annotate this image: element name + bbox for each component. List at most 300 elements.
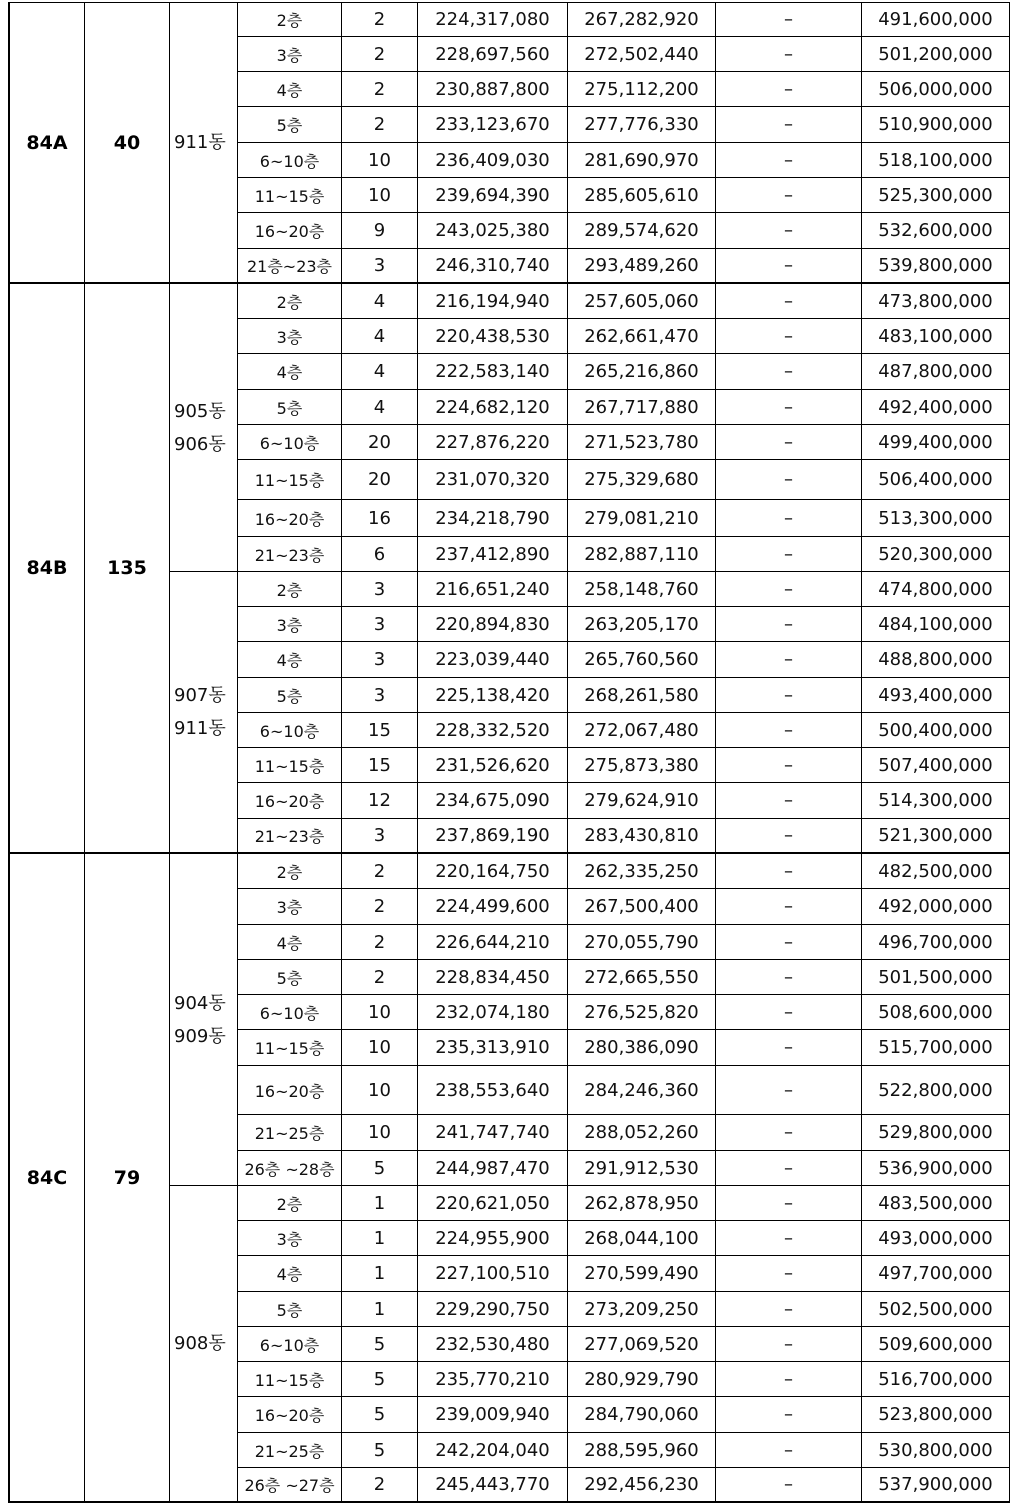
land-price-cell: 228,697,560 bbox=[418, 37, 568, 72]
table-row bbox=[238, 425, 1010, 460]
land-price-cell: 224,682,120 bbox=[418, 390, 568, 425]
household-count-cell: 5 bbox=[342, 1433, 418, 1468]
table-row bbox=[238, 1327, 1010, 1362]
household-count-cell: 1 bbox=[342, 1292, 418, 1327]
vat-cell: – bbox=[716, 889, 862, 925]
land-price-cell: 230,887,800 bbox=[418, 72, 568, 107]
vat-cell: – bbox=[716, 783, 862, 819]
building-price-cell: 288,595,960 bbox=[568, 1433, 716, 1468]
building-price-cell: 292,456,230 bbox=[568, 1468, 716, 1503]
dong-label: 904동 bbox=[174, 992, 226, 1014]
household-count-cell: 2 bbox=[342, 960, 418, 995]
total-price-cell: 510,900,000 bbox=[862, 107, 1010, 143]
vat-cell: – bbox=[716, 1468, 862, 1503]
vat-cell: – bbox=[716, 425, 862, 460]
table-row bbox=[238, 354, 1010, 390]
floor-cell: 11~15층 bbox=[238, 178, 342, 213]
floor-cell: 3층 bbox=[238, 1221, 342, 1256]
building-price-cell: 267,717,880 bbox=[568, 390, 716, 425]
table-row bbox=[238, 1066, 1010, 1115]
total-price-cell: 474,800,000 bbox=[862, 572, 1010, 607]
floor-cell: 16~20층 bbox=[238, 1397, 342, 1433]
land-price-cell: 220,894,830 bbox=[418, 607, 568, 642]
household-count-cell: 2 bbox=[342, 2, 418, 37]
table-row bbox=[238, 213, 1010, 249]
land-price-cell: 231,526,620 bbox=[418, 748, 568, 783]
vat-cell: – bbox=[716, 572, 862, 607]
total-price-cell: 483,500,000 bbox=[862, 1186, 1010, 1221]
unit-total-cell: 79 bbox=[85, 854, 170, 1503]
floor-cell: 6~10층 bbox=[238, 1327, 342, 1362]
total-price-cell: 501,500,000 bbox=[862, 960, 1010, 995]
vat-cell: – bbox=[716, 748, 862, 783]
land-price-cell: 233,123,670 bbox=[418, 107, 568, 143]
household-count-cell: 3 bbox=[342, 607, 418, 642]
land-price-cell: 227,100,510 bbox=[418, 1256, 568, 1292]
building-price-cell: 275,873,380 bbox=[568, 748, 716, 783]
household-count-cell: 12 bbox=[342, 783, 418, 819]
land-price-cell: 235,313,910 bbox=[418, 1030, 568, 1066]
vat-cell: – bbox=[716, 107, 862, 143]
vat-cell: – bbox=[716, 178, 862, 213]
floor-cell: 6~10층 bbox=[238, 143, 342, 178]
vat-cell: – bbox=[716, 1221, 862, 1256]
vat-cell: – bbox=[716, 37, 862, 72]
floor-cell: 16~20층 bbox=[238, 500, 342, 537]
floor-cell: 2층 bbox=[238, 284, 342, 319]
floor-cell: 4층 bbox=[238, 642, 342, 678]
land-price-cell: 234,218,790 bbox=[418, 500, 568, 537]
building-price-cell: 281,690,970 bbox=[568, 143, 716, 178]
vat-cell: – bbox=[716, 1115, 862, 1151]
floor-cell: 21~25층 bbox=[238, 1433, 342, 1468]
unit-type-cell: 84B bbox=[8, 284, 85, 854]
household-count-cell: 3 bbox=[342, 819, 418, 854]
land-price-cell: 235,770,210 bbox=[418, 1362, 568, 1397]
total-price-cell: 529,800,000 bbox=[862, 1115, 1010, 1151]
total-price-cell: 493,400,000 bbox=[862, 678, 1010, 713]
household-count-cell: 15 bbox=[342, 748, 418, 783]
total-price-cell: 501,200,000 bbox=[862, 37, 1010, 72]
building-price-cell: 280,386,090 bbox=[568, 1030, 716, 1066]
total-price-cell: 537,900,000 bbox=[862, 1468, 1010, 1503]
building-price-cell: 284,790,060 bbox=[568, 1397, 716, 1433]
building-price-cell: 272,502,440 bbox=[568, 37, 716, 72]
total-price-cell: 500,400,000 bbox=[862, 713, 1010, 748]
total-price-cell: 483,100,000 bbox=[862, 319, 1010, 354]
dong-label: 906동 bbox=[174, 433, 226, 455]
total-price-cell: 488,800,000 bbox=[862, 642, 1010, 678]
table-row bbox=[238, 1256, 1010, 1292]
building-price-cell: 262,661,470 bbox=[568, 319, 716, 354]
building-price-cell: 270,055,790 bbox=[568, 925, 716, 960]
table-row bbox=[238, 1292, 1010, 1327]
table-row bbox=[238, 249, 1010, 284]
household-count-cell: 2 bbox=[342, 925, 418, 960]
land-price-cell: 237,869,190 bbox=[418, 819, 568, 854]
dong-label: 909동 bbox=[174, 1025, 226, 1047]
building-price-cell: 270,599,490 bbox=[568, 1256, 716, 1292]
vat-cell: – bbox=[716, 925, 862, 960]
household-count-cell: 16 bbox=[342, 500, 418, 537]
household-count-cell: 2 bbox=[342, 72, 418, 107]
table-row bbox=[238, 500, 1010, 537]
table-row bbox=[238, 2, 1010, 37]
table-row bbox=[238, 1433, 1010, 1468]
table-row bbox=[238, 642, 1010, 678]
building-price-cell: 268,261,580 bbox=[568, 678, 716, 713]
land-price-cell: 224,955,900 bbox=[418, 1221, 568, 1256]
table-row bbox=[238, 889, 1010, 925]
table-row bbox=[238, 178, 1010, 213]
household-count-cell: 15 bbox=[342, 713, 418, 748]
land-price-cell: 222,583,140 bbox=[418, 354, 568, 390]
table-row bbox=[238, 960, 1010, 995]
land-price-cell: 243,025,380 bbox=[418, 213, 568, 249]
household-count-cell: 3 bbox=[342, 572, 418, 607]
land-price-cell: 220,621,050 bbox=[418, 1186, 568, 1221]
building-price-cell: 258,148,760 bbox=[568, 572, 716, 607]
vat-cell: – bbox=[716, 1397, 862, 1433]
floor-cell: 3층 bbox=[238, 607, 342, 642]
floor-cell: 2층 bbox=[238, 1186, 342, 1221]
building-price-cell: 277,069,520 bbox=[568, 1327, 716, 1362]
household-count-cell: 5 bbox=[342, 1362, 418, 1397]
building-price-cell: 262,335,250 bbox=[568, 854, 716, 889]
floor-cell: 16~20층 bbox=[238, 783, 342, 819]
vat-cell: – bbox=[716, 1256, 862, 1292]
building-price-cell: 277,776,330 bbox=[568, 107, 716, 143]
table-row bbox=[238, 37, 1010, 72]
floor-cell: 5층 bbox=[238, 960, 342, 995]
land-price-cell: 232,074,180 bbox=[418, 995, 568, 1030]
table-row bbox=[238, 460, 1010, 500]
building-price-cell: 291,912,530 bbox=[568, 1151, 716, 1186]
household-count-cell: 2 bbox=[342, 889, 418, 925]
building-price-cell: 289,574,620 bbox=[568, 213, 716, 249]
land-price-cell: 241,747,740 bbox=[418, 1115, 568, 1151]
building-price-cell: 283,430,810 bbox=[568, 819, 716, 854]
total-price-cell: 499,400,000 bbox=[862, 425, 1010, 460]
building-price-cell: 279,081,210 bbox=[568, 500, 716, 537]
total-price-cell: 520,300,000 bbox=[862, 537, 1010, 572]
floor-cell: 16~20층 bbox=[238, 1066, 342, 1115]
building-price-cell: 268,044,100 bbox=[568, 1221, 716, 1256]
building-price-cell: 263,205,170 bbox=[568, 607, 716, 642]
total-price-cell: 507,400,000 bbox=[862, 748, 1010, 783]
table-row bbox=[238, 1362, 1010, 1397]
building-price-cell: 293,489,260 bbox=[568, 249, 716, 284]
total-price-cell: 518,100,000 bbox=[862, 143, 1010, 178]
vat-cell: – bbox=[716, 213, 862, 249]
total-price-cell: 496,700,000 bbox=[862, 925, 1010, 960]
household-count-cell: 3 bbox=[342, 249, 418, 284]
vat-cell: – bbox=[716, 1362, 862, 1397]
land-price-cell: 232,530,480 bbox=[418, 1327, 568, 1362]
household-count-cell: 10 bbox=[342, 143, 418, 178]
household-count-cell: 6 bbox=[342, 537, 418, 572]
table-row bbox=[238, 284, 1010, 319]
vat-cell: – bbox=[716, 713, 862, 748]
vat-cell: – bbox=[716, 354, 862, 390]
floor-cell: 3층 bbox=[238, 889, 342, 925]
dong-label: 907동 bbox=[174, 685, 226, 706]
total-price-cell: 506,400,000 bbox=[862, 460, 1010, 500]
floor-cell: 26층 ~27층 bbox=[238, 1468, 342, 1503]
land-price-cell: 228,834,450 bbox=[418, 960, 568, 995]
vat-cell: – bbox=[716, 678, 862, 713]
vat-cell: – bbox=[716, 854, 862, 889]
building-price-cell: 276,525,820 bbox=[568, 995, 716, 1030]
household-count-cell: 4 bbox=[342, 390, 418, 425]
unit-type-cell: 84C bbox=[8, 854, 85, 1503]
floor-cell: 6~10층 bbox=[238, 995, 342, 1030]
table-row bbox=[238, 607, 1010, 642]
building-price-cell: 273,209,250 bbox=[568, 1292, 716, 1327]
building-price-cell: 284,246,360 bbox=[568, 1066, 716, 1115]
total-price-cell: 536,900,000 bbox=[862, 1151, 1010, 1186]
household-count-cell: 4 bbox=[342, 319, 418, 354]
total-price-cell: 509,600,000 bbox=[862, 1327, 1010, 1362]
building-dong-cell bbox=[170, 284, 238, 572]
building-price-cell: 267,500,400 bbox=[568, 889, 716, 925]
floor-cell: 21~23층 bbox=[238, 537, 342, 572]
building-dong-cell bbox=[170, 572, 238, 854]
building-price-cell: 271,523,780 bbox=[568, 425, 716, 460]
table-row bbox=[238, 925, 1010, 960]
household-count-cell: 5 bbox=[342, 1397, 418, 1433]
table-row bbox=[238, 107, 1010, 143]
household-count-cell: 1 bbox=[342, 1256, 418, 1292]
vat-cell: – bbox=[716, 1327, 862, 1362]
household-count-cell: 10 bbox=[342, 1030, 418, 1066]
land-price-cell: 238,553,640 bbox=[418, 1066, 568, 1115]
total-price-cell: 530,800,000 bbox=[862, 1433, 1010, 1468]
vat-cell: – bbox=[716, 72, 862, 107]
vat-cell: – bbox=[716, 995, 862, 1030]
vat-cell: – bbox=[716, 1186, 862, 1221]
land-price-cell: 239,009,940 bbox=[418, 1397, 568, 1433]
building-price-cell: 262,878,950 bbox=[568, 1186, 716, 1221]
household-count-cell: 3 bbox=[342, 642, 418, 678]
table-row bbox=[238, 748, 1010, 783]
dong-label: 908동 bbox=[174, 1333, 226, 1354]
total-price-cell: 497,700,000 bbox=[862, 1256, 1010, 1292]
total-price-cell: 515,700,000 bbox=[862, 1030, 1010, 1066]
total-price-cell: 523,800,000 bbox=[862, 1397, 1010, 1433]
total-price-cell: 522,800,000 bbox=[862, 1066, 1010, 1115]
floor-cell: 11~15층 bbox=[238, 1030, 342, 1066]
table-row bbox=[238, 854, 1010, 889]
land-price-cell: 242,204,040 bbox=[418, 1433, 568, 1468]
total-price-cell: 502,500,000 bbox=[862, 1292, 1010, 1327]
household-count-cell: 10 bbox=[342, 1115, 418, 1151]
land-price-cell: 225,138,420 bbox=[418, 678, 568, 713]
floor-cell: 11~15층 bbox=[238, 460, 342, 500]
household-count-cell: 3 bbox=[342, 678, 418, 713]
land-price-cell: 216,194,940 bbox=[418, 284, 568, 319]
floor-cell: 4층 bbox=[238, 72, 342, 107]
table-row bbox=[238, 1186, 1010, 1221]
total-price-cell: 487,800,000 bbox=[862, 354, 1010, 390]
vat-cell: – bbox=[716, 1151, 862, 1186]
floor-cell: 4층 bbox=[238, 1256, 342, 1292]
total-price-cell: 525,300,000 bbox=[862, 178, 1010, 213]
total-price-cell: 492,400,000 bbox=[862, 390, 1010, 425]
vat-cell: – bbox=[716, 960, 862, 995]
building-price-cell: 275,112,200 bbox=[568, 72, 716, 107]
total-price-cell: 491,600,000 bbox=[862, 2, 1010, 37]
building-dong-cell bbox=[170, 854, 238, 1186]
household-count-cell: 2 bbox=[342, 854, 418, 889]
total-price-cell: 473,800,000 bbox=[862, 284, 1010, 319]
table-row bbox=[238, 1397, 1010, 1433]
vat-cell: – bbox=[716, 1030, 862, 1066]
household-count-cell: 10 bbox=[342, 1066, 418, 1115]
household-count-cell: 2 bbox=[342, 1468, 418, 1503]
unit-type-cell: 84A bbox=[8, 2, 85, 284]
household-count-cell: 5 bbox=[342, 1151, 418, 1186]
floor-cell: 4층 bbox=[238, 354, 342, 390]
total-price-cell: 532,600,000 bbox=[862, 213, 1010, 249]
building-price-cell: 257,605,060 bbox=[568, 284, 716, 319]
total-price-cell: 521,300,000 bbox=[862, 819, 1010, 854]
table-row bbox=[238, 537, 1010, 572]
vat-cell: – bbox=[716, 390, 862, 425]
household-count-cell: 2 bbox=[342, 37, 418, 72]
dong-label: 911동 bbox=[174, 132, 226, 153]
total-price-cell: 513,300,000 bbox=[862, 500, 1010, 537]
floor-cell: 3층 bbox=[238, 37, 342, 72]
household-count-cell: 20 bbox=[342, 460, 418, 500]
table-row bbox=[238, 783, 1010, 819]
land-price-cell: 229,290,750 bbox=[418, 1292, 568, 1327]
building-price-cell: 275,329,680 bbox=[568, 460, 716, 500]
building-price-cell: 272,067,480 bbox=[568, 713, 716, 748]
total-price-cell: 493,000,000 bbox=[862, 1221, 1010, 1256]
floor-cell: 5층 bbox=[238, 1292, 342, 1327]
building-price-cell: 267,282,920 bbox=[568, 2, 716, 37]
land-price-cell: 224,499,600 bbox=[418, 889, 568, 925]
total-price-cell: 516,700,000 bbox=[862, 1362, 1010, 1397]
land-price-cell: 220,438,530 bbox=[418, 319, 568, 354]
floor-cell: 5층 bbox=[238, 678, 342, 713]
vat-cell: – bbox=[716, 1433, 862, 1468]
table-row bbox=[238, 319, 1010, 354]
table-row bbox=[238, 678, 1010, 713]
total-price-cell: 492,000,000 bbox=[862, 889, 1010, 925]
household-count-cell: 2 bbox=[342, 107, 418, 143]
vat-cell: – bbox=[716, 284, 862, 319]
vat-cell: – bbox=[716, 642, 862, 678]
household-count-cell: 4 bbox=[342, 284, 418, 319]
floor-cell: 16~20층 bbox=[238, 213, 342, 249]
household-count-cell: 1 bbox=[342, 1221, 418, 1256]
land-price-cell: 224,317,080 bbox=[418, 2, 568, 37]
table-row bbox=[238, 143, 1010, 178]
land-price-cell: 237,412,890 bbox=[418, 537, 568, 572]
vat-cell: – bbox=[716, 1066, 862, 1115]
table-row bbox=[238, 1151, 1010, 1186]
unit-total-cell: 135 bbox=[85, 284, 170, 854]
table-row bbox=[238, 1030, 1010, 1066]
land-price-cell: 228,332,520 bbox=[418, 713, 568, 748]
land-price-cell: 216,651,240 bbox=[418, 572, 568, 607]
land-price-cell: 246,310,740 bbox=[418, 249, 568, 284]
vat-cell: – bbox=[716, 819, 862, 854]
table-row bbox=[238, 72, 1010, 107]
vat-cell: – bbox=[716, 607, 862, 642]
table-row bbox=[238, 1468, 1010, 1503]
household-count-cell: 9 bbox=[342, 213, 418, 249]
total-price-cell: 508,600,000 bbox=[862, 995, 1010, 1030]
total-price-cell: 506,000,000 bbox=[862, 72, 1010, 107]
floor-cell: 21~25층 bbox=[238, 1115, 342, 1151]
household-count-cell: 10 bbox=[342, 178, 418, 213]
building-price-cell: 265,760,560 bbox=[568, 642, 716, 678]
unit-total-cell: 40 bbox=[85, 2, 170, 284]
table-row bbox=[238, 713, 1010, 748]
vat-cell: – bbox=[716, 460, 862, 500]
total-price-cell: 484,100,000 bbox=[862, 607, 1010, 642]
building-price-cell: 265,216,860 bbox=[568, 354, 716, 390]
floor-cell: 2층 bbox=[238, 2, 342, 37]
building-price-cell: 285,605,610 bbox=[568, 178, 716, 213]
floor-cell: 26층 ~28층 bbox=[238, 1151, 342, 1186]
household-count-cell: 4 bbox=[342, 354, 418, 390]
land-price-cell: 245,443,770 bbox=[418, 1468, 568, 1503]
floor-cell: 3층 bbox=[238, 319, 342, 354]
total-price-cell: 482,500,000 bbox=[862, 854, 1010, 889]
table-row bbox=[238, 995, 1010, 1030]
table-row bbox=[238, 819, 1010, 854]
dong-label: 911동 bbox=[174, 718, 226, 739]
building-price-cell: 288,052,260 bbox=[568, 1115, 716, 1151]
household-count-cell: 20 bbox=[342, 425, 418, 460]
building-dong-cell bbox=[170, 1186, 238, 1503]
vat-cell: – bbox=[716, 249, 862, 284]
table-row bbox=[238, 1221, 1010, 1256]
floor-cell: 6~10층 bbox=[238, 425, 342, 460]
land-price-cell: 226,644,210 bbox=[418, 925, 568, 960]
floor-cell: 5층 bbox=[238, 107, 342, 143]
vat-cell: – bbox=[716, 319, 862, 354]
floor-cell: 21~23층 bbox=[238, 819, 342, 854]
total-price-cell: 514,300,000 bbox=[862, 783, 1010, 819]
table-row bbox=[238, 390, 1010, 425]
total-price-cell: 539,800,000 bbox=[862, 249, 1010, 284]
building-price-cell: 280,929,790 bbox=[568, 1362, 716, 1397]
floor-cell: 5층 bbox=[238, 390, 342, 425]
vat-cell: – bbox=[716, 500, 862, 537]
land-price-cell: 236,409,030 bbox=[418, 143, 568, 178]
land-price-cell: 231,070,320 bbox=[418, 460, 568, 500]
land-price-cell: 244,987,470 bbox=[418, 1151, 568, 1186]
table-row bbox=[238, 572, 1010, 607]
land-price-cell: 239,694,390 bbox=[418, 178, 568, 213]
land-price-cell: 227,876,220 bbox=[418, 425, 568, 460]
land-price-cell: 220,164,750 bbox=[418, 854, 568, 889]
land-price-cell: 223,039,440 bbox=[418, 642, 568, 678]
land-price-cell: 234,675,090 bbox=[418, 783, 568, 819]
vat-cell: – bbox=[716, 143, 862, 178]
floor-cell: 11~15층 bbox=[238, 748, 342, 783]
floor-cell: 2층 bbox=[238, 572, 342, 607]
floor-cell: 11~15층 bbox=[238, 1362, 342, 1397]
vat-cell: – bbox=[716, 1292, 862, 1327]
table-row bbox=[238, 1115, 1010, 1151]
building-dong-cell bbox=[170, 2, 238, 284]
